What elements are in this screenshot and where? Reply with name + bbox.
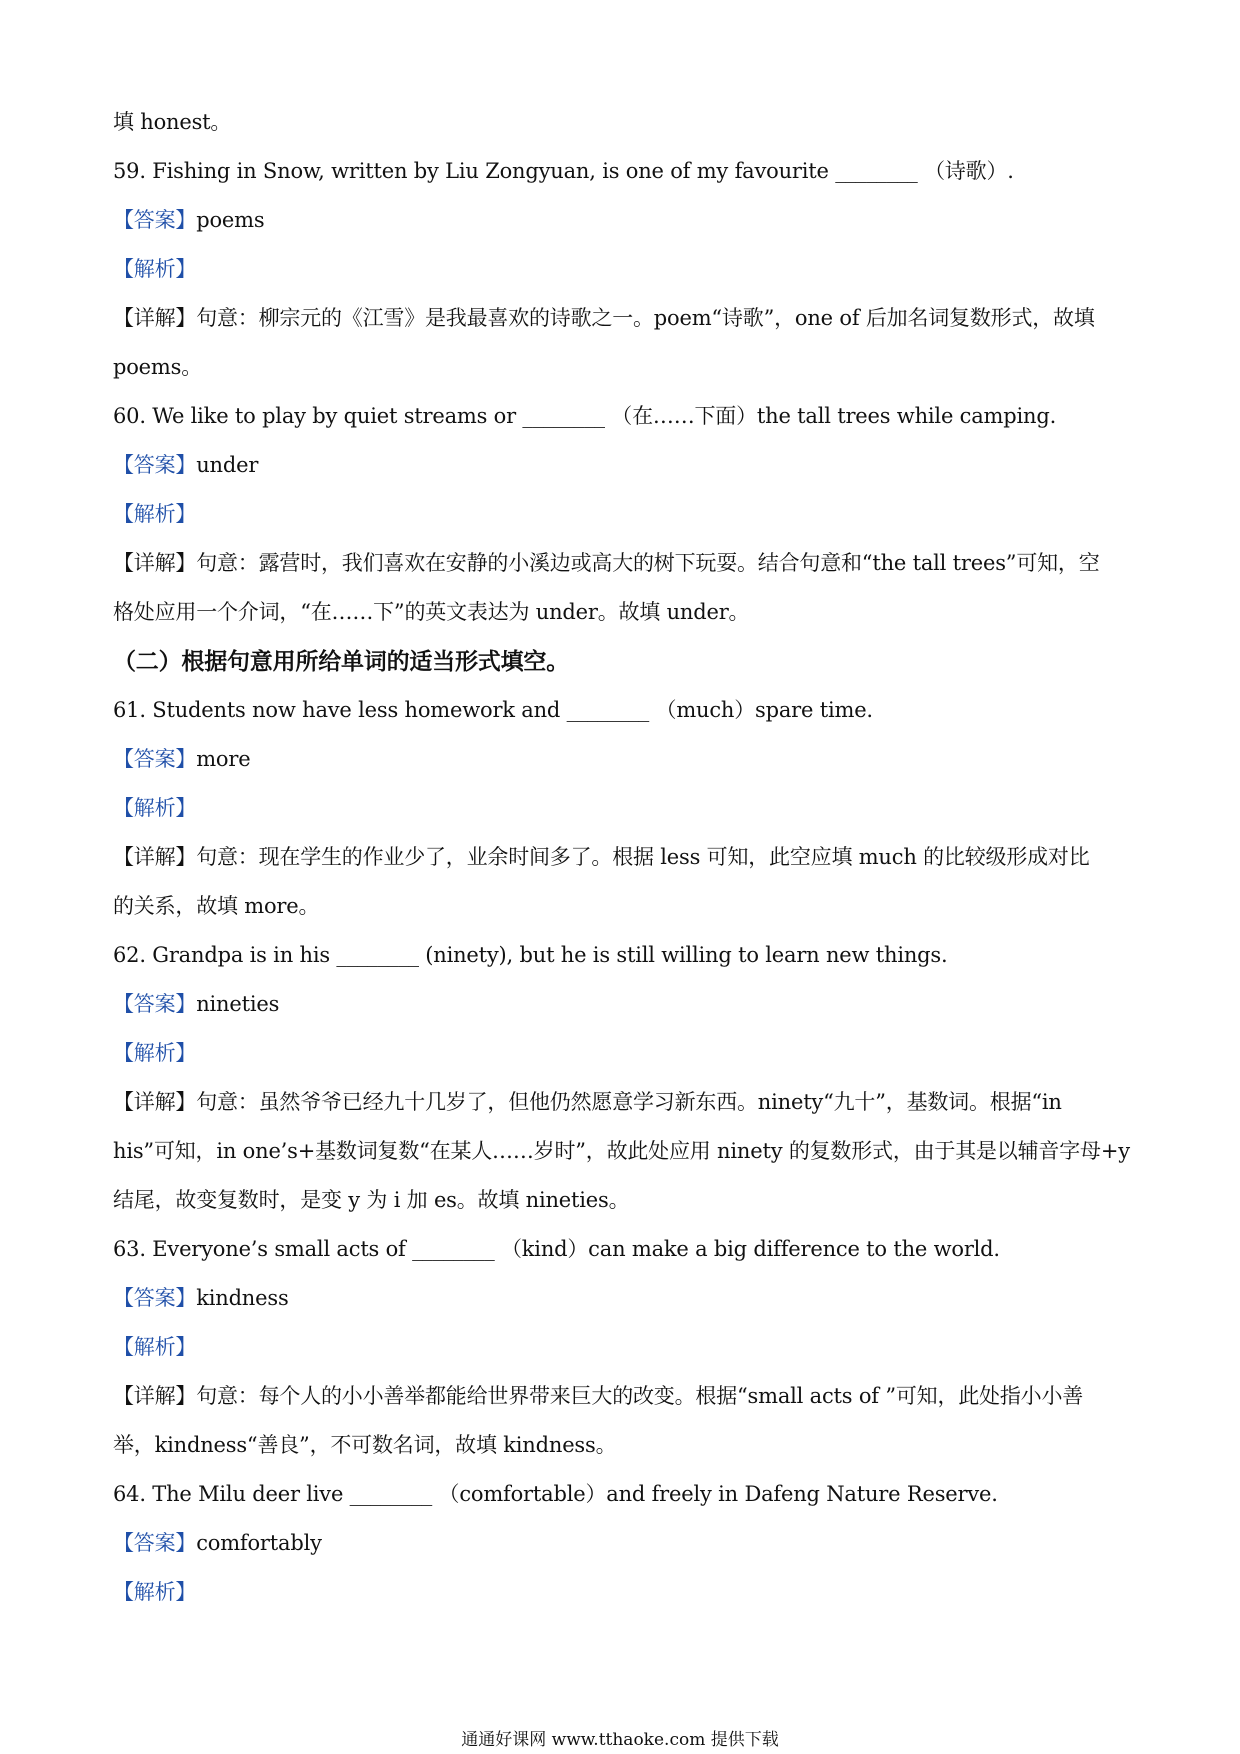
answer-tag: 【答案】 bbox=[113, 1531, 197, 1555]
answer-62 bbox=[113, 980, 1133, 1029]
body-line: 的关系，故填 more。 bbox=[113, 894, 320, 918]
detail-62: 【详解】句意：虽然爷爷已经九十几岁了，但他仍然愿意学习新东西。ninety“九十”，基数词。根据“in bbox=[113, 1090, 1062, 1114]
answer-61 bbox=[113, 735, 1133, 784]
body-line: 举，kindness“善良”，不可数名词，故填 kindness。 bbox=[113, 1433, 617, 1457]
answer-tag: 【答案】 bbox=[113, 747, 197, 771]
answer-text: poems bbox=[196, 208, 265, 232]
detail-tag: 【详解】 bbox=[113, 306, 197, 330]
answer-tag: 【答案】 bbox=[113, 453, 197, 477]
answer-text: nineties bbox=[196, 992, 280, 1016]
question-62: 62. Grandpa is in his ________ (ninety), but he is still willing to learn new things. bbox=[113, 943, 948, 967]
question-64: 64. The Milu deer live ________ （comfortable）and freely in Dafeng Nature Reserve. bbox=[113, 1482, 998, 1506]
analysis-tag: 【解析】 bbox=[113, 796, 197, 820]
analysis-59 bbox=[113, 245, 1133, 294]
answer-60 bbox=[113, 441, 1133, 490]
question-63: 63. Everyone’s small acts of ________ （kind）can make a big difference to the world. bbox=[113, 1237, 1000, 1261]
detail-tag: 【详解】 bbox=[113, 1090, 197, 1114]
answer-text: kindness bbox=[196, 1286, 289, 1310]
body-line: poems。 bbox=[113, 355, 203, 379]
page-footer: 通通好课网 www.tthaoke.com 提供下载 bbox=[461, 1730, 779, 1750]
answer-tag: 【答案】 bbox=[113, 1286, 197, 1310]
detail-tag: 【详解】 bbox=[113, 1384, 197, 1408]
question-61: 61. Students now have less homework and ________ （much）spare time. bbox=[113, 698, 873, 722]
question-60: 60. We like to play by quiet streams or ________ （在……下面）the tall trees while camping. bbox=[113, 404, 1057, 428]
section-heading: （二）根据句意用所给单词的适当形式填空。 bbox=[113, 648, 570, 675]
detail-60: 【详解】句意：露营时，我们喜欢在安静的小溪边或高大的树下玩耍。结合句意和“the tall trees”可知，空 bbox=[113, 551, 1100, 575]
body-line: 结尾，故变复数时，是变 y 为 i 加 es。故填 nineties。 bbox=[113, 1188, 630, 1212]
detail-tag: 【详解】 bbox=[113, 551, 197, 575]
analysis-tag: 【解析】 bbox=[113, 1580, 197, 1604]
body-line: 格处应用一个介词，“在……下”的英文表达为 under。故填 under。 bbox=[113, 600, 750, 624]
answer-text: comfortably bbox=[196, 1531, 322, 1555]
analysis-tag: 【解析】 bbox=[113, 502, 197, 526]
analysis-tag: 【解析】 bbox=[113, 257, 197, 281]
analysis-62 bbox=[113, 1029, 1133, 1078]
analysis-63 bbox=[113, 1323, 1133, 1372]
detail-59: 【详解】句意：柳宗元的《江雪》是我最喜欢的诗歌之一。poem“诗歌”，one of 后加名词复数形式，故填 bbox=[113, 306, 1095, 330]
answer-tag: 【答案】 bbox=[113, 992, 197, 1016]
answer-text: more bbox=[196, 747, 251, 771]
analysis-tag: 【解析】 bbox=[113, 1335, 197, 1359]
detail-tag: 【详解】 bbox=[113, 845, 197, 869]
detail-61: 【详解】句意：现在学生的作业少了，业余时间多了。根据 less 可知，此空应填 much 的比较级形成对比 bbox=[113, 845, 1090, 869]
question-59: 59. Fishing in Snow, written by Liu Zongyuan, is one of my favourite ________ （诗歌）. bbox=[113, 159, 1014, 183]
analysis-tag: 【解析】 bbox=[113, 1041, 197, 1065]
document-body bbox=[113, 98, 1133, 1617]
analysis-61 bbox=[113, 784, 1133, 833]
body-line: his”可知，in one’s+基数词复数“在某人……岁时”，故此处应用 ninety 的复数形式，由于其是以辅音字母+y bbox=[113, 1139, 1130, 1163]
answer-tag: 【答案】 bbox=[113, 208, 197, 232]
body-line: 填 honest。 bbox=[113, 110, 232, 134]
analysis-64 bbox=[113, 1568, 1133, 1617]
answer-64 bbox=[113, 1519, 1133, 1568]
detail-63: 【详解】句意：每个人的小小善举都能给世界带来巨大的改变。根据“small acts of ”可知，此处指小小善 bbox=[113, 1384, 1084, 1408]
answer-text: under bbox=[196, 453, 259, 477]
analysis-60 bbox=[113, 490, 1133, 539]
answer-59 bbox=[113, 196, 1133, 245]
answer-63 bbox=[113, 1274, 1133, 1323]
